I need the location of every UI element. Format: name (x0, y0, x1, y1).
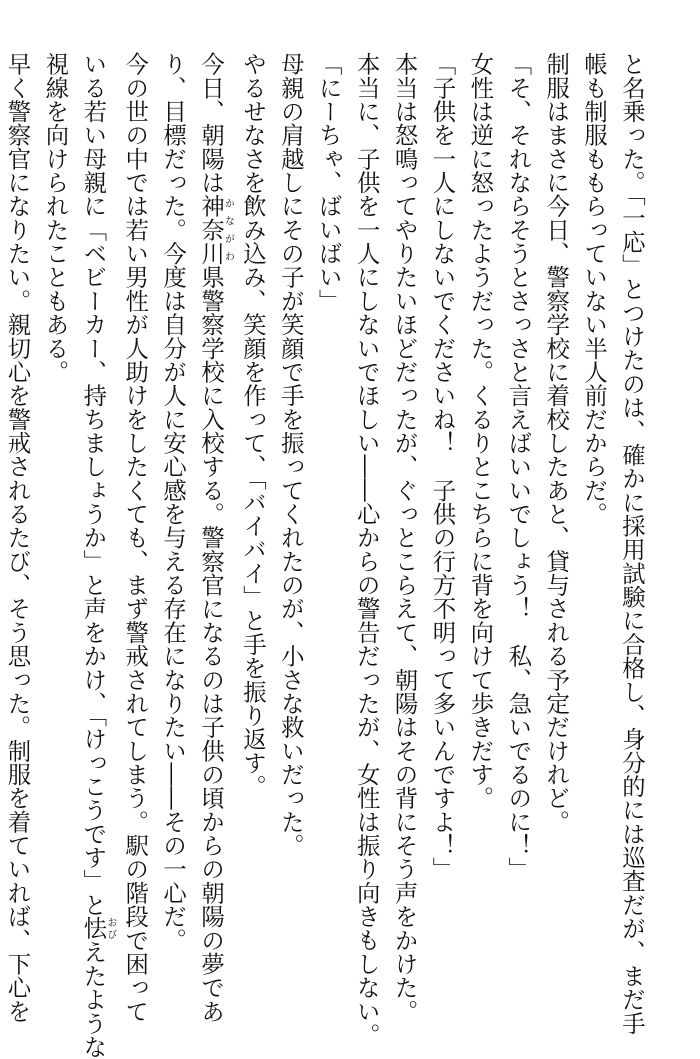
text-line-1: と名乗った。「一応」とつけたのは、確かに採用試験に合格し、身分的には巡査だが、まだ手 (618, 52, 646, 1035)
furigana-word (197, 194, 234, 266)
text-line-13: り、目標だった。今度は自分が人に安心感を与える存在になりたい――その一心だ。 (159, 52, 188, 952)
furigana-reading: おび (104, 916, 116, 941)
text-line-4: 「そ、それならそうとさっさと言えばいいでしょう！ 私、急いでるのに！」 (504, 52, 533, 881)
text-line-11: やるせなさを飲み込み、笑顔を作って、「バイバイ」と手を振り返す。 (238, 52, 267, 799)
text-line-3: 制服はまさに今日、警察学校に着校したあと、貸与される予定だけれど。 (542, 52, 571, 834)
text-segment: 県警察学校に入校する。警察官になるのは子供の頃からの朝陽の夢であ (197, 265, 226, 1023)
ruby-base-text: 怯 (79, 916, 108, 941)
text-line-5: 女性は逆に怒ったようだった。くるりとこちらに背を向けて歩きだす。 (466, 52, 495, 810)
text-line-6: 「子供を一人にしないでくださいね！ 子供の行方不明って多いんですよ！」 (428, 52, 457, 881)
text-line-9: 「にーちゃ、ばいばい」 (314, 52, 343, 313)
text-line-2: 帳も制服ももらっていない半人前だからだ。 (580, 52, 609, 526)
text-line-7: 本当は怒鳴ってやりたいほどだったが、ぐっとこらえて、朝陽はその背にそう声をかけた。 (390, 52, 419, 1023)
text-line-14: 今の世の中では若い男性が人助けをしたくても、まず警戒されてしまう。駅の階段で困って (121, 52, 150, 1023)
text-segment: いる若い母親に「ベビーカー、持ちましょうか」と声をかけ、「けっこうです」と (79, 52, 108, 917)
text-segment: えたような (79, 940, 108, 1059)
text-line-16: 視線を向けられたこともある。 (41, 52, 70, 384)
text-line-12 (191, 52, 234, 1023)
text-line-10: 母親の肩越しにその子が笑顔で手を振ってくれたのが、小さな救いだった。 (276, 52, 305, 858)
text-segment: 今日、朝陽は (197, 52, 226, 195)
furigana-reading: かながわ (222, 194, 234, 266)
text-line-17: 早く警察官になりたい。親切心を警戒されるたび、そう思った。制服を着ていれば、下心を (3, 52, 32, 1023)
vertical-text-body (3, 52, 650, 1059)
text-line-15 (73, 52, 116, 1059)
furigana-word (79, 916, 116, 941)
text-line-8: 本当に、子供を一人にしないでほしい――心からの警告だったが、女性は振り向きもしない。 (352, 52, 381, 1047)
ruby-base-text: 神奈川 (197, 194, 226, 266)
